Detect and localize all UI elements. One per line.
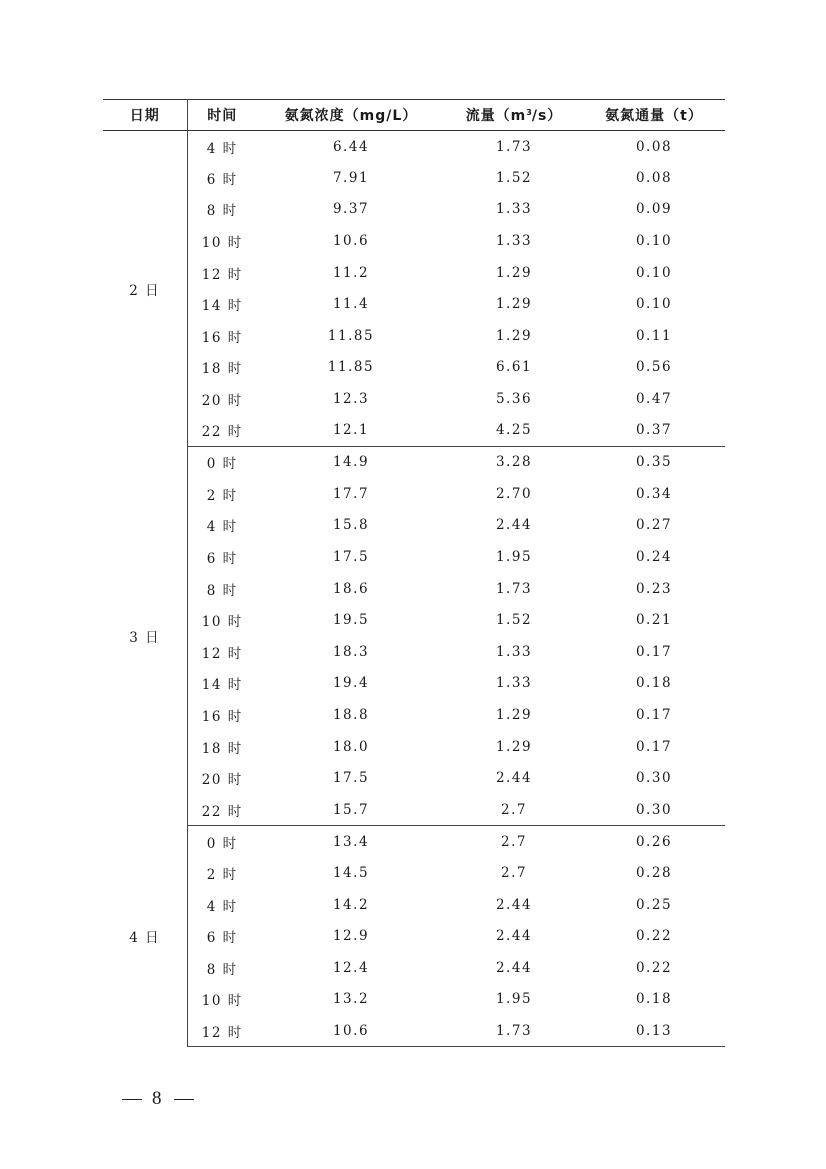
time-cell: 10 时 [201,614,243,631]
flow-cell: 2.7 [501,833,527,850]
concentration-cell: 9.37 [332,201,370,218]
date-cell: 4 日 [103,826,187,1047]
time-cell: 8 时 [206,203,238,220]
flow-cell: 1.52 [495,169,533,186]
header-concentration: 氨氮浓度（mg/L） [257,100,445,131]
concentration-cell: 10.6 [332,233,370,250]
table-row [103,826,725,858]
date-group [103,826,725,1047]
flow-cell: 1.95 [495,549,533,566]
flow-cell: 1.29 [495,738,533,755]
concentration-cell: 19.5 [332,612,370,629]
time-cell: 2 时 [206,866,238,883]
table-row [103,604,725,636]
concentration-cell: 12.4 [332,959,370,976]
flux-cell: 0.10 [635,233,673,250]
concentration-cell: 7.91 [332,169,370,186]
concentration-cell: 18.0 [332,738,370,755]
flow-cell: 4.25 [445,415,583,447]
concentration-cell: 17.5 [332,770,370,787]
time-cell: 20 时 [201,772,243,789]
concentration-cell: 15.8 [332,517,370,534]
flux-cell: 0.24 [635,549,673,566]
flow-cell: 1.33 [495,643,533,660]
concentration-cell: 12.1 [257,415,445,447]
header-row [103,100,725,131]
table-row [103,225,725,257]
table-row [103,920,725,952]
concentration-cell: 14.2 [332,896,370,913]
table-row [103,415,725,447]
table-row [103,984,725,1016]
flow-cell: 1.33 [495,675,533,692]
table-row [103,131,725,163]
time-cell: 6 时 [206,930,238,947]
flux-cell: 0.34 [635,485,673,502]
flow-cell: 1.29 [495,296,533,313]
table-row [103,541,725,573]
flow-cell: 2.44 [495,770,533,787]
time-cell: 18 时 [201,740,243,757]
concentration-cell: 6.44 [332,138,370,155]
time-cell: 16 时 [201,708,243,725]
header-flow-prefix: 流量（m [465,108,527,124]
header-flow-superscript: 3 [526,108,532,117]
time-cell: 8 时 [206,582,238,599]
table-row [103,857,725,889]
table-row [103,194,725,226]
flux-cell: 0.27 [635,517,673,534]
table-row [103,573,725,605]
concentration-cell: 17.5 [332,549,370,566]
table-row [103,510,725,542]
table-row [103,636,725,668]
time-cell: 6 时 [206,551,238,568]
time-cell: 10 时 [201,993,243,1010]
flux-cell: 0.35 [635,454,673,471]
table-row [103,446,725,478]
concentration-cell: 17.7 [332,485,370,502]
ammonia-nitrogen-table [103,99,725,1047]
time-cell: 20 时 [201,393,243,410]
time-cell: 6 时 [206,171,238,188]
header-date: 日期 [103,100,187,131]
time-cell: 8 时 [206,961,238,978]
flow-cell: 2.44 [495,517,533,534]
time-cell: 22 时 [187,794,257,826]
table-row [103,952,725,984]
flow-cell: 1.29 [495,706,533,723]
flux-cell: 0.13 [583,1015,725,1047]
time-cell: 2 时 [206,487,238,504]
table-row [103,699,725,731]
table-row [103,257,725,289]
concentration-cell: 11.2 [332,264,370,281]
flux-cell: 0.25 [635,896,673,913]
time-cell: 14 时 [201,298,243,315]
footer-dash-right [174,1099,194,1100]
header-flow-suffix: /s） [531,108,563,124]
flux-cell: 0.30 [635,770,673,787]
time-cell: 12 时 [201,645,243,662]
flux-cell: 0.08 [635,138,673,155]
concentration-cell: 15.7 [257,794,445,826]
concentration-cell: 18.8 [332,706,370,723]
page-number: 8 [152,1088,164,1109]
flow-cell: 1.29 [495,327,533,344]
concentration-cell: 13.4 [332,833,370,850]
header-flow [445,100,583,131]
concentration-cell: 12.9 [332,928,370,945]
page-footer [112,1088,204,1110]
flow-cell: 2.7 [501,864,527,881]
time-cell: 12 时 [187,1015,257,1047]
table-row [103,320,725,352]
flux-cell: 0.10 [635,296,673,313]
time-cell: 4 时 [206,898,238,915]
flux-cell: 0.18 [635,991,673,1008]
table-row [103,352,725,384]
flux-cell: 0.21 [635,612,673,629]
flow-cell: 1.73 [495,138,533,155]
flux-cell: 0.47 [635,391,673,408]
table-row [103,889,725,921]
flux-cell: 0.17 [635,643,673,660]
time-cell: 0 时 [206,835,238,852]
flow-cell: 2.44 [495,928,533,945]
table-row [103,1015,725,1047]
time-cell: 4 时 [206,519,238,536]
time-cell: 14 时 [201,677,243,694]
table-row [103,383,725,415]
flux-cell: 0.56 [635,359,673,376]
flow-cell: 2.44 [495,959,533,976]
date-group [103,446,725,825]
concentration-cell: 11.85 [327,359,375,376]
table-header [103,100,725,131]
concentration-cell: 13.2 [332,991,370,1008]
table-row [103,794,725,826]
concentration-cell: 14.9 [332,454,370,471]
concentration-cell: 10.6 [257,1015,445,1047]
table-row [103,668,725,700]
time-cell: 16 时 [201,329,243,346]
flow-cell: 1.33 [495,201,533,218]
flux-cell: 0.37 [583,415,725,447]
time-cell: 4 时 [206,140,238,157]
table-row [103,731,725,763]
concentration-cell: 11.4 [332,296,370,313]
table-row [103,478,725,510]
flux-cell: 0.11 [635,327,673,344]
flux-cell: 0.08 [635,169,673,186]
concentration-cell: 18.6 [332,580,370,597]
header-flux: 氨氮通量（t） [583,100,725,131]
table-row [103,762,725,794]
flow-cell: 1.95 [495,991,533,1008]
flux-cell: 0.09 [635,201,673,218]
time-cell: 12 时 [201,266,243,283]
date-group [103,131,725,447]
flow-cell: 2.70 [495,485,533,502]
flux-cell: 0.17 [635,738,673,755]
flow-cell: 2.44 [495,896,533,913]
date-cell: 3 日 [103,446,187,825]
flux-cell: 0.18 [635,675,673,692]
flow-cell: 1.73 [495,580,533,597]
flow-cell: 1.73 [445,1015,583,1047]
footer-dash-left [122,1099,142,1100]
flow-cell: 1.52 [495,612,533,629]
flux-cell: 0.23 [635,580,673,597]
concentration-cell: 14.5 [332,864,370,881]
header-time: 时间 [187,100,257,131]
flow-cell: 1.29 [495,264,533,281]
time-cell: 10 时 [201,235,243,252]
flux-cell: 0.17 [635,706,673,723]
flux-cell: 0.26 [635,833,673,850]
flux-cell: 0.30 [583,794,725,826]
flux-cell: 0.10 [635,264,673,281]
time-cell: 0 时 [206,456,238,473]
concentration-cell: 18.3 [332,643,370,660]
concentration-cell: 11.85 [327,327,375,344]
flow-cell: 1.33 [495,233,533,250]
flux-cell: 0.22 [635,928,673,945]
time-cell: 22 时 [187,415,257,447]
date-cell: 2 日 [103,131,187,447]
flow-cell: 3.28 [495,454,533,471]
table-row [103,162,725,194]
flow-cell: 5.36 [495,391,533,408]
flow-cell: 6.61 [495,359,533,376]
flux-cell: 0.22 [635,959,673,976]
concentration-cell: 12.3 [332,391,370,408]
flux-cell: 0.28 [635,864,673,881]
flow-cell: 2.7 [445,794,583,826]
table-row [103,288,725,320]
time-cell: 18 时 [201,361,243,378]
concentration-cell: 19.4 [332,675,370,692]
